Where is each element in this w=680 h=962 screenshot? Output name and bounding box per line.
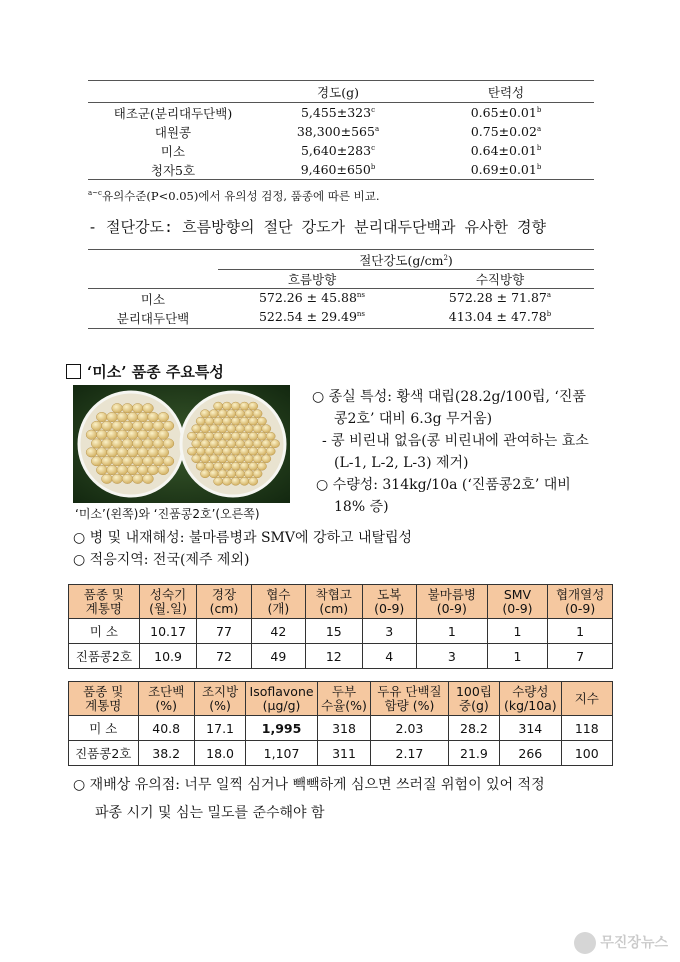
t1-variety: 미소 xyxy=(160,143,186,159)
soybean-icon xyxy=(122,456,133,466)
soybean-icon xyxy=(196,432,205,440)
table4-header: 조단백 (%) xyxy=(138,682,194,716)
soybean-comparison-photo xyxy=(73,385,290,503)
soybean-icon xyxy=(244,440,253,448)
table4-cell: 38.2 xyxy=(138,741,194,766)
table4-cell: 2.03 xyxy=(371,716,449,741)
table4-cell: 1,995 xyxy=(246,716,318,741)
soybean-icon xyxy=(244,455,253,463)
soybean-icon xyxy=(122,439,133,449)
soybean-icon xyxy=(200,410,209,418)
soybean-icon xyxy=(91,456,102,466)
soybean-icon xyxy=(249,417,258,425)
table3-cell: 1 xyxy=(487,619,548,644)
table3-header: 협수 (개) xyxy=(251,585,305,619)
soybean-icon xyxy=(235,440,244,448)
soybean-icon xyxy=(222,477,231,485)
soybean-icon xyxy=(86,430,97,440)
soybean-icon xyxy=(127,465,138,475)
bullet-odor-line1: - 콩 비린내 없음(콩 비린내에 관여하는 효소 xyxy=(322,433,589,449)
t2-group-header: 절단강도$(g/cm^2)$ xyxy=(359,253,453,268)
soybean-icon xyxy=(153,439,164,449)
table3-cell: 진품콩2호 xyxy=(69,644,140,669)
seed-characteristics xyxy=(312,386,612,518)
t1-hardness: $38,300\pm 565^a$ xyxy=(296,124,380,139)
soybean-icon xyxy=(253,470,262,478)
soybean-icon xyxy=(112,421,123,431)
soybean-icon xyxy=(137,430,148,440)
soybean-icon xyxy=(192,440,201,448)
t2-flow: $572.26 \pm 45.88^{ns}$ xyxy=(258,290,366,305)
table3-cell: 7 xyxy=(548,644,613,669)
cultivation-note-line1: ○ 재배상 유의점: 너무 일찍 심거나 빽빽하게 심으면 쓰러질 위험이 있어 적정 xyxy=(73,777,545,793)
soybean-icon xyxy=(122,421,133,431)
table3-header: 품종 및 계통명 xyxy=(69,585,140,619)
table3-row xyxy=(69,644,613,669)
bullet-seed-line2: 콩2호’ 대비 6.3g 무거움) xyxy=(334,411,493,427)
table3-header: 불마름병 (0-9) xyxy=(416,585,487,619)
soybean-icon xyxy=(227,425,236,433)
soybean-icon xyxy=(240,417,249,425)
soybean-icon xyxy=(227,455,236,463)
t2-row xyxy=(88,308,594,327)
table4-header: 두유 단백질 함량 (%) xyxy=(371,682,449,716)
table4-header: 품종 및 계통명 xyxy=(69,682,139,716)
table3-cell: 미 소 xyxy=(69,619,140,644)
soybean-icon xyxy=(86,448,97,458)
soybean-icon xyxy=(222,462,231,470)
t1-hardness: $5,640\pm 283^c$ xyxy=(300,143,376,158)
soybean-icon xyxy=(196,447,205,455)
table3-cell: 1 xyxy=(548,619,613,644)
soybean-icon xyxy=(158,430,169,440)
soybean-icon xyxy=(107,412,118,422)
table3-cell: 49 xyxy=(251,644,305,669)
table4-row xyxy=(69,716,613,741)
soybean-icon xyxy=(253,440,262,448)
table3-header: 착협고 (cm) xyxy=(306,585,362,619)
soybean-icon xyxy=(253,410,262,418)
table3-cell: 10.9 xyxy=(139,644,196,669)
cultivation-note-line2: 파종 시기 및 심는 밀도를 준수해야 함 xyxy=(95,805,325,821)
news-logo-icon xyxy=(574,932,596,954)
soybean-icon xyxy=(227,440,236,448)
soybean-icon xyxy=(187,432,196,440)
t2-variety: 미소 xyxy=(140,292,166,307)
soybean-icon xyxy=(158,412,169,422)
soybean-icon xyxy=(253,455,262,463)
table4-header: 수량성 (kg/10a) xyxy=(500,682,561,716)
soybean-icon xyxy=(205,447,214,455)
soybean-icon xyxy=(132,474,143,484)
soybean-icon xyxy=(153,456,164,466)
soybean-icon xyxy=(143,439,154,449)
soybean-icon xyxy=(112,456,123,466)
soybean-icon xyxy=(107,430,118,440)
soybean-icon xyxy=(214,417,223,425)
table4-cell: 318 xyxy=(317,716,370,741)
table4-cell: 21.9 xyxy=(448,741,499,766)
quality-traits-table xyxy=(68,681,613,766)
soybean-icon xyxy=(209,455,218,463)
soybean-icon xyxy=(132,421,143,431)
soybean-icon xyxy=(205,432,214,440)
adaptation-region: ○ 적응지역: 전국(제주 제외) xyxy=(73,552,250,568)
soybean-icon xyxy=(102,456,113,466)
table3-cell: 10.17 xyxy=(139,619,196,644)
bullet-seed-line1: ○ 종실 특성: 황색 대립(28.2g/100립, ‘진품 xyxy=(312,389,586,405)
table3-header: 경장 (cm) xyxy=(197,585,251,619)
soybean-icon xyxy=(158,448,169,458)
misso-section-title: ‘미소’ 품종 주요특성 xyxy=(66,361,224,382)
soybean-icon xyxy=(266,432,275,440)
soybean-icon xyxy=(205,417,214,425)
t1-hardness: $9,460\pm 650^b$ xyxy=(258,160,418,180)
t1-variety: 대원콩 xyxy=(154,124,192,140)
soybean-icon xyxy=(143,456,154,466)
soybean-icon xyxy=(102,439,113,449)
soybean-icon xyxy=(148,448,159,458)
soybean-icon xyxy=(200,455,209,463)
soybean-icon xyxy=(200,440,209,448)
bullet-odor-line2: (L-1, L-2, L-3) 제거) xyxy=(334,455,469,471)
soybean-icon xyxy=(244,410,253,418)
table3-cell: 3 xyxy=(416,644,487,669)
soybean-icon xyxy=(257,417,266,425)
table4-header: 조지방 (%) xyxy=(194,682,245,716)
soybean-icon xyxy=(231,432,240,440)
soybean-icon xyxy=(137,448,148,458)
shear-strength-heading: - 절단강도: 흐름방향의 절단 강도가 분리대두단백과 유사한 경향 xyxy=(88,218,547,236)
soybean-icon xyxy=(112,474,123,484)
soybean-icon xyxy=(231,402,240,410)
soybean-icon xyxy=(137,465,148,475)
table3-cell: 72 xyxy=(197,644,251,669)
t2-row xyxy=(88,289,594,308)
soybean-icon xyxy=(240,402,249,410)
soybean-icon xyxy=(235,455,244,463)
soybean-icon xyxy=(192,455,201,463)
soybean-icon xyxy=(231,447,240,455)
table4-header: 지수 xyxy=(561,682,612,716)
soybean-icon xyxy=(209,410,218,418)
bullet-yield-line1: ○ 수량성: 314kg/10a (‘진품콩2호’ 대비 xyxy=(316,477,571,493)
table4-cell: 118 xyxy=(561,716,612,741)
table4-cell: 100 xyxy=(561,741,612,766)
soybean-icon xyxy=(244,470,253,478)
soybean-icon xyxy=(127,430,138,440)
table1-note xyxy=(88,188,379,204)
table3-header: 도복 (0-9) xyxy=(362,585,416,619)
soybean-icon xyxy=(117,430,128,440)
t1-row xyxy=(88,122,594,141)
soybean-icon xyxy=(96,412,107,422)
watermark: 무진장뉴스 xyxy=(574,932,668,954)
soybean-icon xyxy=(200,470,209,478)
soybean-icon xyxy=(249,447,258,455)
t1-row xyxy=(88,160,594,180)
t1-elasticity: 0.64±0.01$^b$ xyxy=(470,143,542,158)
table4-cell: 18.0 xyxy=(194,741,245,766)
soybean-icon xyxy=(107,465,118,475)
soybean-icon xyxy=(132,403,143,413)
hardness-elasticity-table xyxy=(88,80,594,180)
shear-strength-table xyxy=(88,249,594,329)
soybean-icon xyxy=(222,432,231,440)
t1-elasticity: 0.65±0.01$^b$ xyxy=(470,105,542,120)
soybean-icon xyxy=(148,412,159,422)
soybean-icon xyxy=(143,421,154,431)
bullet-yield-line2: 18% 증) xyxy=(334,499,389,515)
soybean-icon xyxy=(249,402,258,410)
soybean-icon xyxy=(148,430,159,440)
soybean-icon xyxy=(214,447,223,455)
t2-vertical: 413.04 ± 47.78$^b$ xyxy=(448,309,552,324)
soybean-icon xyxy=(231,477,240,485)
soybean-icon xyxy=(240,462,249,470)
soybean-icon xyxy=(249,477,258,485)
soybean-icon xyxy=(127,412,138,422)
soybean-icon xyxy=(158,465,169,475)
t1-variety: 청자5호 xyxy=(88,160,258,180)
soybean-icon xyxy=(227,410,236,418)
table4-cell: 311 xyxy=(317,741,370,766)
soybean-icon xyxy=(209,470,218,478)
disease-resistance: ○ 병 및 내재해성: 불마름병과 SMV에 강하고 내탈립성 xyxy=(73,530,413,546)
table4-cell: 진품콩2호 xyxy=(69,741,139,766)
soybean-icon xyxy=(227,470,236,478)
soybean-icon xyxy=(163,421,174,431)
t1-hardness: $5,455\pm 323^c$ xyxy=(300,105,376,120)
soybean-icon xyxy=(107,448,118,458)
t1-header-elasticity: 탄력성 xyxy=(418,81,594,103)
checkbox-square-icon xyxy=(66,364,81,379)
table4-cell: 314 xyxy=(500,716,561,741)
soybean-icon xyxy=(96,430,107,440)
note-text: 유의수준(P<0.05)에서 유의성 검정, 품종에 따른 비교. xyxy=(101,189,380,203)
soybean-icon xyxy=(132,456,143,466)
soybean-icon xyxy=(240,477,249,485)
table4-cell: 1,107 xyxy=(246,741,318,766)
soybean-icon xyxy=(249,462,258,470)
agronomic-traits-table xyxy=(68,584,613,669)
soybean-icon xyxy=(112,403,123,413)
table4-header: Isoflavone (μg/g) xyxy=(246,682,318,716)
soybean-icon xyxy=(222,447,231,455)
table4-header: 두부 수율(%) xyxy=(317,682,370,716)
soybean-icon xyxy=(235,470,244,478)
soybean-icon xyxy=(91,439,102,449)
table3-cell: 4 xyxy=(362,644,416,669)
t2-variety: 분리대두단백 xyxy=(116,311,190,326)
soybean-icon xyxy=(96,465,107,475)
t1-row xyxy=(88,103,594,123)
soybean-icon xyxy=(218,440,227,448)
t2-vertical: 572.28 ± 71.87$^a$ xyxy=(448,290,552,305)
table4-row xyxy=(69,741,613,766)
soybean-icon xyxy=(214,402,223,410)
soybean-icon xyxy=(218,410,227,418)
soybean-icon xyxy=(117,412,128,422)
soybean-icon xyxy=(249,432,258,440)
soybean-icon xyxy=(132,439,143,449)
t1-variety: 태조군(분리대두단백) xyxy=(113,105,233,121)
soybean-icon xyxy=(200,425,209,433)
soybean-icon xyxy=(270,440,279,448)
soybean-icon xyxy=(196,462,205,470)
t1-row xyxy=(88,141,594,160)
table3-cell: 1 xyxy=(416,619,487,644)
table4-cell: 미 소 xyxy=(69,716,139,741)
soybean-icon xyxy=(222,402,231,410)
soybean-icon xyxy=(257,447,266,455)
soybean-icon xyxy=(102,421,113,431)
t1-header-hardness: 경도(g) xyxy=(258,81,418,103)
soybean-icon xyxy=(153,421,164,431)
table4-header: 100립 중(g) xyxy=(448,682,499,716)
soybean-icon xyxy=(143,403,154,413)
soybean-icon xyxy=(231,462,240,470)
soybean-icon xyxy=(214,477,223,485)
soybean-icon xyxy=(266,447,275,455)
soybean-icon xyxy=(163,456,174,466)
soybean-icon xyxy=(218,455,227,463)
soybean-icon xyxy=(112,439,123,449)
soybean-icon xyxy=(214,432,223,440)
soybean-icon xyxy=(262,440,271,448)
soybean-icon xyxy=(209,440,218,448)
soybean-icon xyxy=(240,432,249,440)
soybean-icon xyxy=(257,462,266,470)
soybean-icon xyxy=(218,425,227,433)
photo-caption: ‘미소’(왼쪽)와 ‘진품콩2호’(오른쪽) xyxy=(75,507,260,521)
t2-header-vertical: 수직방향 xyxy=(475,272,525,287)
soybean-icon xyxy=(137,412,148,422)
soybean-icon xyxy=(262,455,271,463)
soybean-icon xyxy=(214,462,223,470)
soybean-icon xyxy=(117,465,128,475)
soybean-icon xyxy=(240,447,249,455)
note-superscript: a~c xyxy=(88,189,102,197)
soybean-icon xyxy=(262,425,271,433)
t2-header-flow: 흐름방향 xyxy=(287,272,337,287)
soybean-dishes-image xyxy=(73,385,290,503)
soybean-icon xyxy=(218,470,227,478)
soybean-icon xyxy=(91,421,102,431)
t1-elasticity: 0.75±0.02$^a$ xyxy=(470,124,542,139)
table3-cell: 1 xyxy=(487,644,548,669)
table4-cell: 28.2 xyxy=(448,716,499,741)
soybean-icon xyxy=(187,447,196,455)
table4-cell: 2.17 xyxy=(371,741,449,766)
table3-cell: 77 xyxy=(197,619,251,644)
t2-flow: $522.54 \pm 29.49^{ns}$ xyxy=(258,309,366,324)
soybean-icon xyxy=(143,474,154,484)
soybean-icon xyxy=(235,410,244,418)
table4-cell: 40.8 xyxy=(138,716,194,741)
table4-cell: 266 xyxy=(500,741,561,766)
t1-elasticity: 0.69±0.01$^b$ xyxy=(418,160,594,180)
cultivation-note xyxy=(73,774,633,824)
soybean-icon xyxy=(102,474,113,484)
table3-cell: 15 xyxy=(306,619,362,644)
soybean-icon xyxy=(96,448,107,458)
soybean-icon xyxy=(205,462,214,470)
table3-header: 성숙기 (월.일) xyxy=(139,585,196,619)
soybean-icon xyxy=(148,465,159,475)
soybean-icon xyxy=(244,425,253,433)
soybean-icon xyxy=(196,417,205,425)
soybean-icon xyxy=(231,417,240,425)
soybean-icon xyxy=(222,417,231,425)
table3-cell: 42 xyxy=(251,619,305,644)
table3-row xyxy=(69,619,613,644)
soybean-icon xyxy=(235,425,244,433)
soybean-icon xyxy=(257,432,266,440)
soybean-icon xyxy=(163,439,174,449)
soybean-icon xyxy=(209,425,218,433)
table4-cell: 17.1 xyxy=(194,716,245,741)
soybean-icon xyxy=(122,403,133,413)
table3-cell: 3 xyxy=(362,619,416,644)
soybean-icon xyxy=(127,448,138,458)
soybean-icon xyxy=(253,425,262,433)
soybean-icon xyxy=(122,474,133,484)
table3-header: SMV (0-9) xyxy=(487,585,548,619)
table3-header: 협개열성 (0-9) xyxy=(548,585,613,619)
soybean-icon xyxy=(192,425,201,433)
table3-cell: 12 xyxy=(306,644,362,669)
soybean-icon xyxy=(117,448,128,458)
